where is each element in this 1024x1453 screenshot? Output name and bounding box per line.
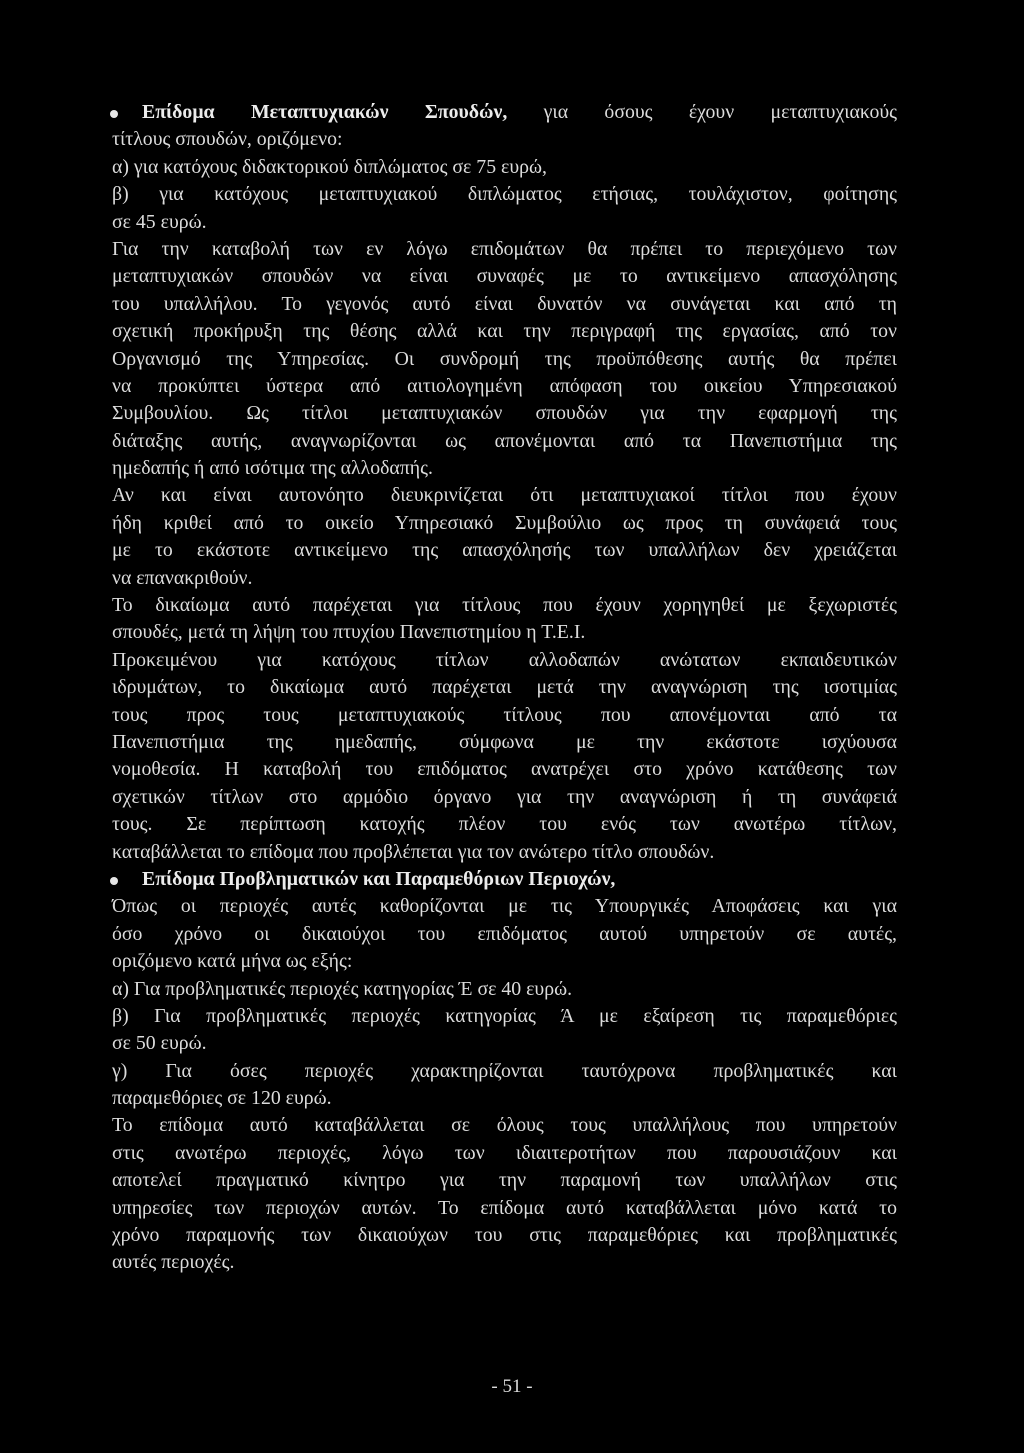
bullet-icon [110, 110, 118, 118]
section1-line: ιδρυμάτων, το δικαίωμα αυτό παρέχεται μετά την αναγνώριση της ισοτιμίας [112, 676, 897, 699]
section1-line: διάταξης αυτής, αναγνωρίζονται ως απονέμονται από τα Πανεπιστήμια της [112, 429, 897, 452]
section1-line: ημεδαπής ή από ισότιμα της αλλοδαπής. [112, 457, 433, 480]
section2-line: β) Για προβληματικές περιοχές κατηγορίας Ά με εξαίρεση τις παραμεθόριες [112, 1004, 897, 1027]
section1-line: σχετικών τίτλων στο αρμόδιο όργανο για την αναγνώριση ή τη συνάφειά [112, 785, 897, 808]
section1-line: σε 45 ευρώ. [112, 210, 207, 233]
section1-line: να προκύπτει ύστερα από αιτιολογημένη απόφαση του οικείου Υπηρεσιακού [112, 374, 897, 397]
section2-line: αποτελεί πραγματικό κίνητρο για την παραμονή των υπαλλήλων στις [112, 1169, 897, 1192]
section1-line: Συμβουλίου. Ως τίτλοι μεταπτυχιακών σπουδών για την εφαρμογή της [112, 402, 897, 425]
section1-line: τους. Σε περίπτωση κατοχής πλέον του ενός των ανωτέρω τίτλων, [112, 813, 897, 836]
section2-line: οριζόμενο κατά μήνα ως εξής: [112, 950, 353, 973]
section1-line: Προκειμένου για κατόχους τίτλων αλλοδαπών ανώτατων εκπαιδευτικών [112, 648, 897, 671]
section1-line: Οργανισμό της Υπηρεσίας. Οι συνδρομή της προϋπόθεσης αυτής θα πρέπει [112, 347, 897, 370]
section1-title: Επίδομα Μεταπτυχιακών Σπουδών, [142, 101, 508, 123]
section1-line: σπουδές, μετά τη λήψη του πτυχίου Πανεπιστημίου η Τ.Ε.Ι. [112, 621, 586, 644]
section1-line: τους προς τους μεταπτυχιακούς τίτλους που απονέμονται από τα [112, 703, 897, 726]
section2-line: Το επίδομα αυτό καταβάλλεται σε όλους τους υπαλλήλους που υπηρετούν [112, 1114, 897, 1137]
section1-line: καταβάλλεται το επίδομα που προβλέπεται για τον ανώτερο τίτλο σπουδών. [112, 840, 715, 863]
section1-line: νομοθεσία. Η καταβολή του επιδόματος ανατρέχει στο χρόνο κατάθεσης των [112, 758, 897, 781]
section1-line: ήδη κριθεί από το οικείο Υπηρεσιακό Συμβούλιο ως προς τη συνάφειά τους [112, 511, 897, 534]
section1-title-rest: για όσους έχουν μεταπτυχιακούς [507, 101, 897, 123]
section2-line: α) Για προβληματικές περιοχές κατηγορίας Έ σε 40 ευρώ. [112, 977, 573, 1000]
section2-line: χρόνο παραμονής των δικαιούχων του στις παραμεθόριες και προβληματικές [112, 1224, 897, 1247]
section1-line: του υπαλλήλου. Το γεγονός αυτό είναι δυνατόν να συνάγεται και από τη [112, 292, 897, 315]
section2-line: γ) Για όσες περιοχές χαρακτηρίζονται ταυτόχρονα προβληματικές και [112, 1059, 897, 1082]
section1-line: α) για κατόχους διδακτορικού διπλώματος σε 75 ευρώ, [112, 155, 547, 178]
section2-line: Όπως οι περιοχές αυτές καθορίζονται με τις Υπουργικές Αποφάσεις και για [112, 895, 897, 918]
section1-line: β) για κατόχους μεταπτυχιακού διπλώματος ετήσιας, τουλάχιστον, φοίτησης [112, 183, 897, 206]
section2-heading-line [112, 866, 897, 893]
page-number: - 51 - [491, 1376, 533, 1397]
section1-line: Για την καταβολή των εν λόγω επιδομάτων θα πρέπει το περιεχόμενο των [112, 237, 897, 260]
section1-line: τίτλους σπουδών, οριζόμενο: [112, 128, 343, 151]
bullet-icon [110, 877, 118, 885]
section2-line: όσο χρόνο οι δικαιούχοι του επιδόματος αυτού υπηρετούν σε αυτές, [112, 922, 897, 945]
section1-line: Αν και είναι αυτονόητο διευκρινίζεται ότι μεταπτυχιακοί τίτλοι που έχουν [112, 484, 897, 507]
section1-heading-line [112, 99, 897, 126]
section2-line: υπηρεσίες των περιοχών αυτών. Το επίδομα αυτό καταβάλλεται μόνο κατά το [112, 1196, 897, 1219]
section1-line: να επανακριθούν. [112, 566, 253, 589]
section1-line: Το δικαίωμα αυτό παρέχεται για τίτλους που έχουν χορηγηθεί με ξεχωριστές [112, 594, 897, 617]
section2-line: αυτές περιοχές. [112, 1251, 235, 1274]
section2-line: στις ανωτέρω περιοχές, λόγω των ιδιαιτεροτήτων που παρουσιάζουν και [112, 1141, 897, 1164]
section1-line: σχετική προκήρυξη της θέσης αλλά και την περιγραφή της εργασίας, από τον [112, 320, 897, 343]
section2-title: Επίδομα Προβληματικών και Παραμεθόριων Περιοχών, [142, 867, 616, 890]
section2-line: σε 50 ευρώ. [112, 1032, 207, 1055]
section1-line: μεταπτυχιακών σπουδών να είναι συναφές με το αντικείμενο απασχόλησης [112, 265, 897, 288]
section2-line: παραμεθόριες σε 120 ευρώ. [112, 1087, 332, 1110]
section1-line: Πανεπιστήμια της ημεδαπής, σύμφωνα με την εκάστοτε ισχύουσα [112, 730, 897, 753]
document-body [112, 99, 897, 1277]
section1-line: με το εκάστοτε αντικείμενο της απασχόλησής των υπαλλήλων δεν χρειάζεται [112, 539, 897, 562]
